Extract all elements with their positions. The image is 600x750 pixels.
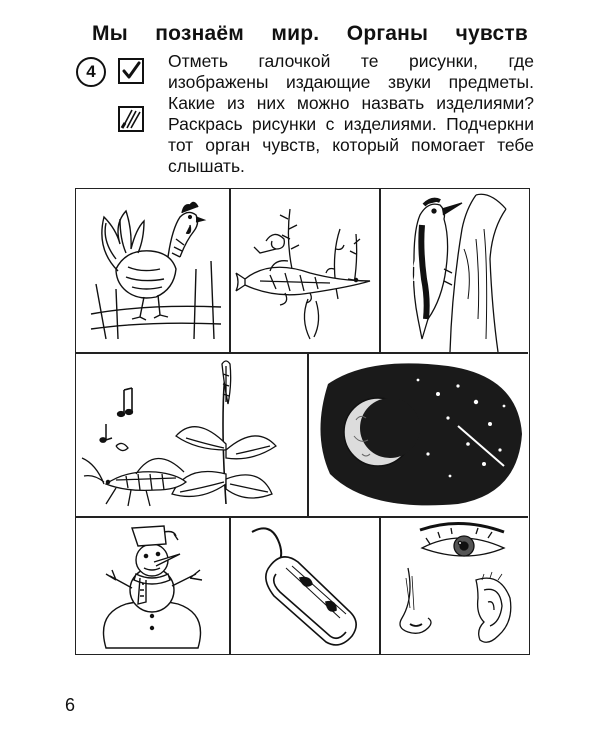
task-number-badge: 4 (76, 57, 106, 87)
picture-grid (75, 188, 530, 655)
checkmark-icon (118, 58, 144, 84)
task-instructions: Отметь галочкой те рисунки, где изображены издающие звуки предметы. Какие из них можно назвать изделиями? Раскрась рисунки с изделиями. Подчеркни тот орган чувств, который помогает тебе слышать. (168, 51, 534, 176)
night-sky-moon-picture[interactable] (308, 354, 529, 516)
page-title: Мы познаём мир. Органы чувств (92, 22, 528, 45)
eye-nose-ear-picture[interactable] (380, 518, 529, 654)
woodpecker-picture[interactable] (380, 189, 529, 352)
fish-picture[interactable] (230, 189, 379, 352)
rooster-picture[interactable] (76, 189, 229, 352)
snowman-picture[interactable] (76, 518, 229, 654)
telephone-handset-picture[interactable] (230, 518, 379, 654)
page-number: 6 (65, 695, 76, 715)
grasshopper-picture[interactable] (76, 354, 307, 516)
pencil-hatch-icon (118, 106, 144, 132)
